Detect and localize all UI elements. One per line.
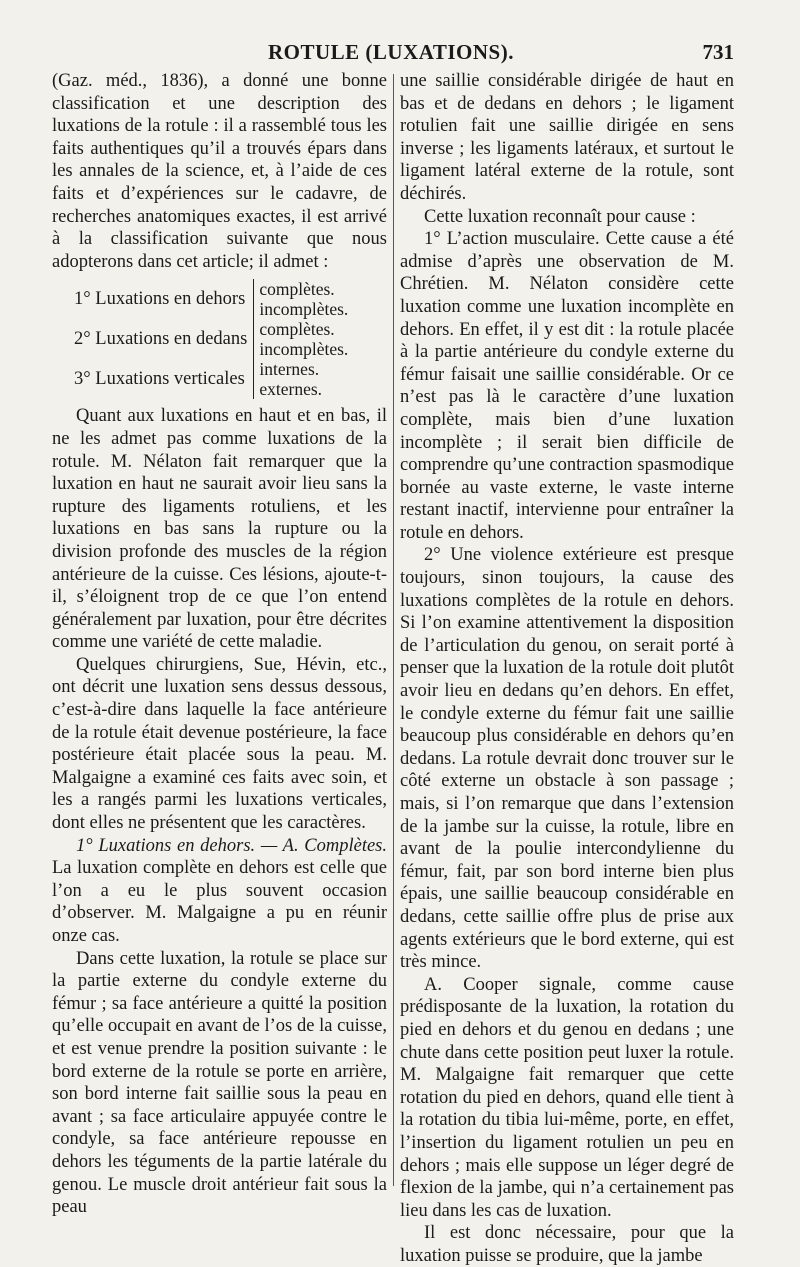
paragraph: Dans cette luxation, la rotule se place sur la partie externe du condyle externe du fémur ; sa face antérieure a quitté la position qu’elle occupait en avant de l’os de la cuisse, et est venue prendre la position suivante : le bord externe de la rotule se porte en arrière, son bord interne fait saillie sous la peau en avant ; sa face articulaire appuyée contre le condyle, sa face antérieure repousse en dehors les téguments de la partie latérale du genou. Le muscle droit antérieur fait sous la peau (52, 948, 387, 1218)
running-title: ROTULE (LUXATIONS). (268, 40, 514, 64)
classification-subtypes (254, 279, 348, 319)
classification-subtypes (254, 359, 348, 399)
column-divider (393, 74, 394, 1186)
paragraph: Quant aux luxations en haut et en bas, il ne les admet pas comme luxations de la rotule. M. Nélaton fait remarquer que la luxation en haut ne saurait avoir lieu sans la rupture des ligaments rotuliens, et les luxations en bas sans la rupture ou la division profonde des muscles de la région antérieure de la cuisse. Ces lésions, ajoute-t-il, s’éloignent trop de ce que l’on entend généralement par luxation, pour être décrites comme une variété de cette maladie. (52, 406, 387, 653)
classification-name: 1° Luxations en dehors (74, 288, 246, 309)
left-column (52, 70, 387, 1219)
classification-name: 3° Luxations verticales (74, 368, 245, 389)
subtype: incomplètes. (259, 339, 349, 360)
classification-row (74, 279, 348, 319)
page-header (48, 40, 734, 70)
classification-row (74, 319, 348, 359)
section-heading-paragraph (52, 835, 387, 948)
classification-list (74, 279, 348, 399)
page-number: 731 (702, 40, 734, 64)
paragraph: A. Cooper signale, comme cause prédisposante de la luxation, la rotation du pied en dehors et du genou en dedans ; une chute dans cette position peut luxer la rotule. M. Malgaigne fait remarquer que cette rotation du pied en dehors, quand elle tient à la rotation du tibia lui-même, porte, en effet, l’insertion du ligament rotulien un peu en dehors ; mais elle suppose un léger degré de flexion de la jambe, qui n’a certainement pas lieu dans les cas de luxation. (400, 974, 734, 1221)
paragraph: 2° Une violence extérieure est presque toujours, sinon toujours, la cause des luxations complètes de la rotule en dehors. Si l’on examine attentivement la disposition de l’articulation du genou, on serait porté à penser que la luxation de la rotule doit plutôt avoir lieu en dedans qu’en dehors. En effet, le condyle externe du fémur fait une saillie beaucoup plus considérable en dehors qu’en dedans. La rotule devrait donc trouver sur le côté externe un obstacle à son passage ; mais, si l’on remarque que dans l’extension de la jambe sur la cuisse, la rotule, libre en avant de la poulie intercondylienne du fémur, fait, par son bord interne bien plus épais, une saillie beaucoup considérable en dedans, cette saillie offre plus de prise aux agents extérieurs que le bord externe, qui est très mince. (400, 545, 734, 973)
section-heading: 1° Luxations en dehors. — A. Complètes. (76, 835, 387, 856)
classification-row (74, 359, 348, 399)
paragraph: Quelques chirurgiens, Sue, Hévin, etc., ont décrit une luxation sens dessus dessous, c’est-à-dire dans laquelle la face antérieure de la rotule était devenue postérieure, la face postérieure était placée sous la peau. M. Malgaigne a examiné ces faits avec soin, et les a rangés parmi les luxations verticales, dont elles ne présentent que les caractères. (52, 654, 387, 834)
paragraph: 1° L’action musculaire. Cette cause a été admise d’après une observation de M. Chrétien. M. Nélaton considère cette luxation comme une luxation incomplète en dehors. En effet, il y est dit : la rotule placée à la partie antérieure du condyle externe du fémur faisait une saillie considérable. Or ce n’est pas là le caractère d’une luxation complète, mais bien d’une luxation incomplète ; il serait bien difficile de comprendre qu’une contraction spasmodique bornée au vaste externe, le vaste interne restant inactif, intervienne pour entraîner la rotule en dehors. (400, 229, 734, 543)
paragraph-text: La luxation complète en dehors est celle que l’on a eu le plus souvent occasion d’observer. M. Malgaigne a pu en réunir onze cas. (52, 858, 387, 946)
classification-name: 2° Luxations en dedans (74, 328, 248, 349)
paragraph: (Gaz. méd., 1836), a donné une bonne classification et une description des luxations de la rotule : il a rassemblé tous les faits authentiques qu’il a trouvés épars dans les annales de la science, et, à l’aide de ces faits et d’expériences sur le cadavre, de recherches anatomiques exactes, il est arrivé à la classification suivante que nous adopterons dans cet article; il admet : (52, 71, 387, 272)
subtype: incomplètes. (259, 299, 349, 320)
subtype: complètes. (259, 279, 335, 300)
paragraph: une saillie considérable dirigée de haut en bas et de dedans en dehors ; le ligament rotulien fait une saillie dirigée en sens inverse ; les ligaments latéraux, et surtout le ligament latéral externe de la rotule, sont déchirés. (400, 71, 734, 204)
paragraph: Cette luxation reconnaît pour cause : (424, 206, 696, 227)
right-column (400, 70, 734, 1267)
subtype: externes. (259, 379, 323, 400)
subtype: complètes. (259, 319, 335, 340)
paragraph: Il est donc nécessaire, pour que la luxation puisse se produire, que la jambe (400, 1223, 734, 1266)
classification-subtypes (254, 319, 348, 359)
subtype: internes. (259, 359, 320, 380)
